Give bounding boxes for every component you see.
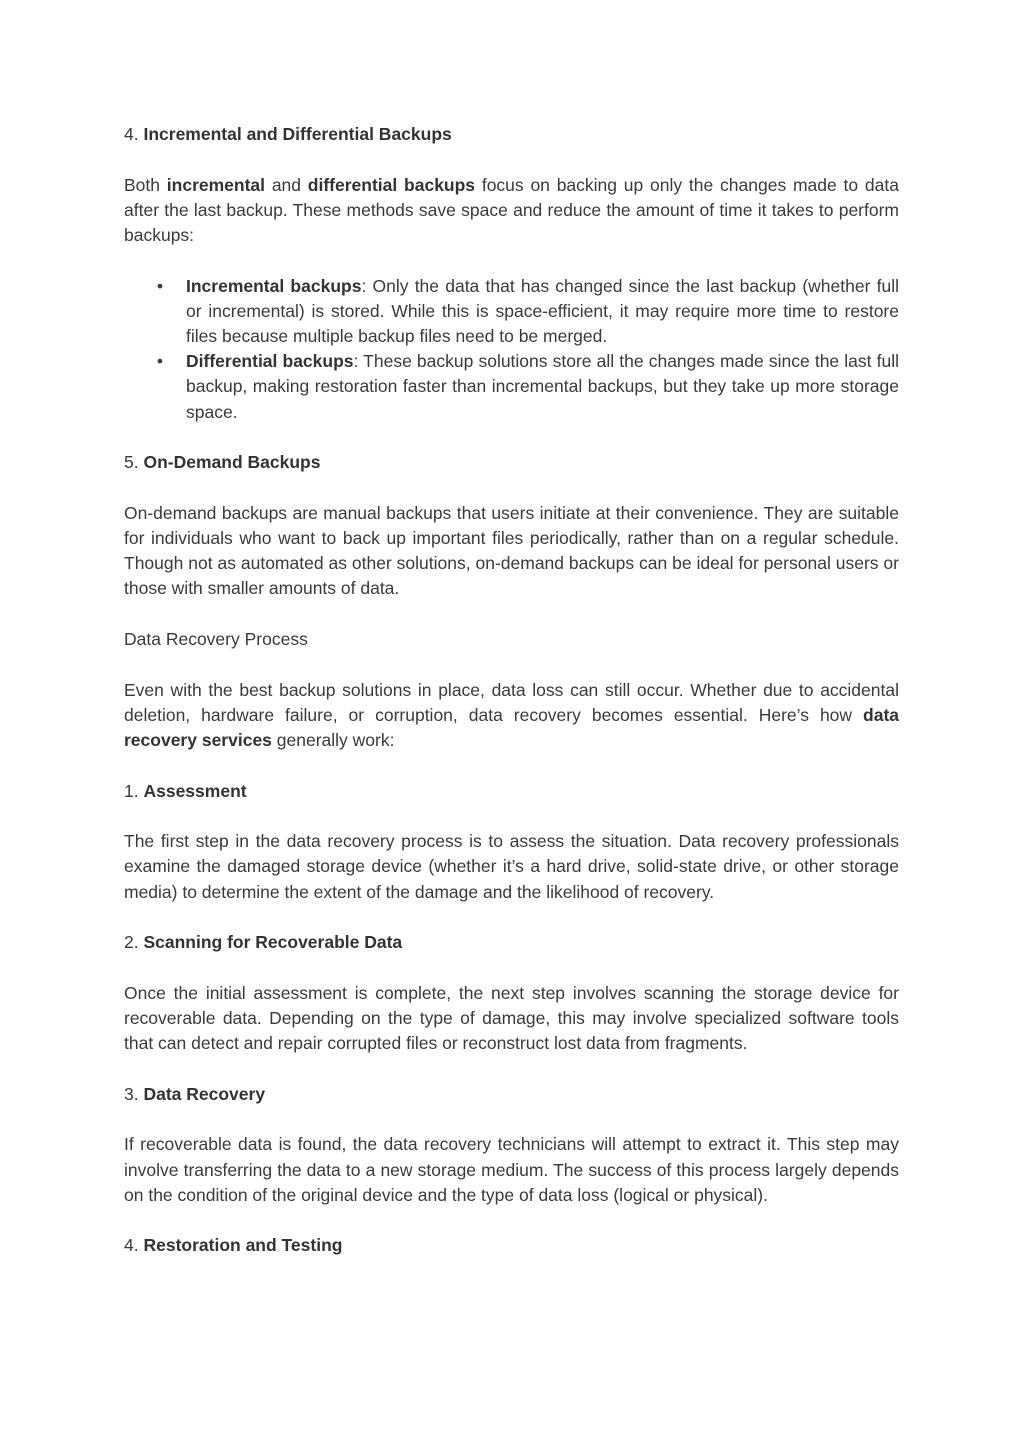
paragraph-incremental-intro: Both incremental and differential backups focus on backing up only the changes made to data after the last backup. These methods save space and reduce the amount of time it takes to perform backups: [124, 174, 899, 245]
paragraph-assessment: The first step in the data recovery process is to assess the situation. Data recovery professionals examine the damaged storage device (whether it’s a hard drive, solid-state drive, or other storage media) to determine the extent of the damage and the likelihood of recovery. [124, 831, 899, 902]
paragraph-data-recovery: If recoverable data is found, the data recovery technicians will attempt to extract it. This step may involve transferring the data to a new storage medium. The success of this process largely depends on the condition of the original device and the type of data loss (logical or physical). [124, 1134, 899, 1205]
bullet-marker: • [156, 351, 164, 372]
bullet-list-backup-types [124, 274, 899, 425]
section-heading-restoration-testing: 4. Restoration and Testing [124, 1235, 343, 1256]
paragraph-scanning: Once the initial assessment is complete, the next step involves scanning the storage device for recoverable data. Depending on the type of damage, this may involve specialized software tools that can detect and repair corrupted files or reconstruct lost data from fragments. [124, 982, 899, 1054]
section-heading-data-recovery-process: Data Recovery Process [124, 629, 308, 649]
section-heading-assessment: 1. Assessment [124, 780, 247, 801]
paragraph-on-demand: On-demand backups are manual backups that users initiate at their convenience. They are suitable for individuals who want to back up important files periodically, rather than on a regular schedule. Though not as automated as other solutions, on-demand backups can be ideal for personal users or those with smaller amounts of data. [124, 502, 899, 599]
section-heading-scanning: 2. Scanning for Recoverable Data [124, 932, 403, 953]
list-item: • Differential backups: These backup solutions store all the changes made since the last full backup, making restoration faster than incremental backups, but they take up more storage space. [156, 351, 899, 422]
bullet-marker: • [156, 275, 164, 296]
document-page [124, 122, 899, 1284]
section-heading-incremental-differential: 4. Incremental and Differential Backups [124, 124, 452, 144]
section-heading-data-recovery: 3. Data Recovery [124, 1083, 266, 1104]
list-item: • Incremental backups: Only the data that has changed since the last backup (whether full or incremental) is stored. While this is space-efficient, it may require more time to restore files because multiple backup files need to be merged. [156, 275, 899, 346]
paragraph-recovery-intro: Even with the best backup solutions in place, data loss can still occur. Whether due to accidental deletion, hardware failure, or corruption, data recovery becomes essential. Here’s how data recovery services generally work: [124, 679, 899, 750]
section-heading-on-demand: 5. On-Demand Backups [124, 452, 321, 473]
